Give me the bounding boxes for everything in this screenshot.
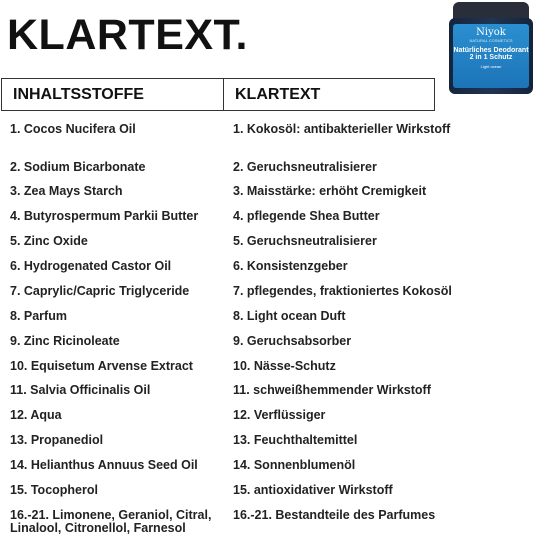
explanation-cell: 3. Maisstärke: erhöht Cremigkeit bbox=[233, 184, 427, 198]
header-klartext: KLARTEXT bbox=[235, 85, 321, 103]
explanation-cell: 10. Nässe-Schutz bbox=[233, 359, 336, 373]
explanation-cell: 12. Verflüssiger bbox=[233, 408, 326, 422]
ingredient-cell: 2. Sodium Bicarbonate bbox=[10, 160, 146, 174]
header-ingredients: INHALTSSTOFFE bbox=[2, 79, 224, 110]
explanation-cell: 6. Konsistenzgeber bbox=[233, 259, 348, 273]
explanation-cell: 16.-21. Bestandteile des Parfumes bbox=[233, 508, 436, 522]
explanation-cell: 4. pflegende Shea Butter bbox=[233, 209, 380, 223]
explanation-cell: 8. Light ocean Duft bbox=[233, 309, 346, 323]
ingredient-cell: 12. Aqua bbox=[10, 408, 62, 422]
product-line-1: Natürliches Deodorant bbox=[453, 47, 529, 54]
ingredient-cell: 14. Helianthus Annuus Seed Oil bbox=[10, 458, 198, 472]
ingredient-cell: 8. Parfum bbox=[10, 309, 67, 323]
explanation-cell: 15. antioxidativer Wirkstoff bbox=[233, 483, 393, 497]
ingredient-cell: 13. Propanediol bbox=[10, 433, 104, 447]
explanation-cell: 5. Geruchsneutralisierer bbox=[233, 234, 377, 248]
ingredient-cell: 6. Hydrogenated Castor Oil bbox=[10, 259, 172, 273]
ingredient-cell: 10. Equisetum Arvense Extract bbox=[10, 359, 193, 373]
ingredient-cell: 3. Zea Mays Starch bbox=[10, 184, 123, 198]
explanation-cell: 14. Sonnenblumenöl bbox=[233, 458, 356, 472]
ingredient-cell: 15. Tocopherol bbox=[10, 483, 98, 497]
explanation-cell: 13. Feuchthaltemittel bbox=[233, 433, 358, 447]
ingredient-cell: 5. Zinc Oxide bbox=[10, 234, 88, 248]
ingredient-cell: 7. Caprylic/Capric Triglyceride bbox=[10, 284, 190, 298]
explanation-cell: 11. schweißhemmender Wirkstoff bbox=[233, 383, 431, 397]
explanation-cell: 2. Geruchsneutralisierer bbox=[233, 160, 377, 174]
explanation-cell: 9. Geruchsabsorber bbox=[233, 334, 352, 348]
product-line-2: 2 in 1 Schutz bbox=[469, 54, 513, 61]
ingredient-cell: 9. Zinc Ricinoleate bbox=[10, 334, 120, 348]
ingredient-cell: 1. Cocos Nucifera Oil bbox=[10, 122, 136, 136]
ingredient-cell: 16.-21. Limonene, Geraniol, Citral, Linalool, Citronellol, Farnesol bbox=[10, 508, 212, 535]
product-scent: Light ocean bbox=[480, 64, 502, 69]
brand-tagline: NATURAL COSMETICS bbox=[469, 38, 513, 43]
ingredient-cell: 11. Salvia Officinalis Oil bbox=[10, 383, 151, 397]
brand-name: Niyok bbox=[476, 27, 506, 38]
page-title: KLARTEXT. bbox=[7, 11, 248, 59]
explanation-cell: 7. pflegendes, fraktioniertes Kokosöl bbox=[233, 284, 452, 298]
explanation-cell: 1. Kokosöl: antibakterieller Wirkstoff bbox=[233, 122, 451, 136]
ingredient-cell: 4. Butyrospermum Parkii Butter bbox=[10, 209, 199, 223]
